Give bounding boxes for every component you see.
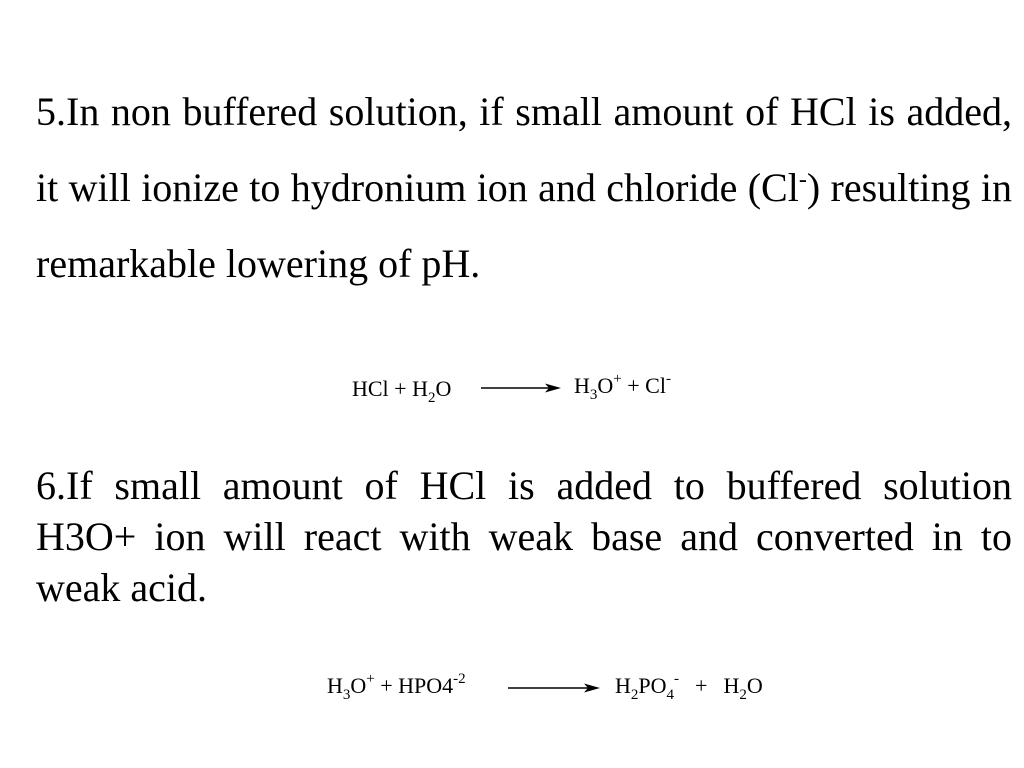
point-5-paragraph — [36, 74, 1012, 302]
point-6-paragraph: 6.If small amount of HCl is added to buffered solution H3O+ ion will react with weak base and converted in to weak acid. — [36, 463, 1012, 610]
reaction-arrow-icon-2 — [508, 682, 600, 694]
point-5-text-end: ) resulting in remarkable lowering of pH. — [36, 165, 1012, 286]
point-5-text: 5.In non buffered solution, if small amount of HCl is added, it will ionize to hydronium ion and chloride (Cl — [36, 89, 1012, 210]
equation-2-reactants: $H_3O^+ + HPO4^{-2}$ — [327, 671, 466, 703]
equation-2-products: $H_2PO_4^- + H_2O$ — [615, 671, 763, 703]
chloride-charge: - — [798, 167, 807, 193]
equation-1-products: $H_3O^+ + Cl^-$ — [574, 371, 671, 403]
equation-1-reactants: HCl + $H_2O$ — [352, 376, 452, 406]
reaction-arrow-icon — [481, 382, 561, 394]
